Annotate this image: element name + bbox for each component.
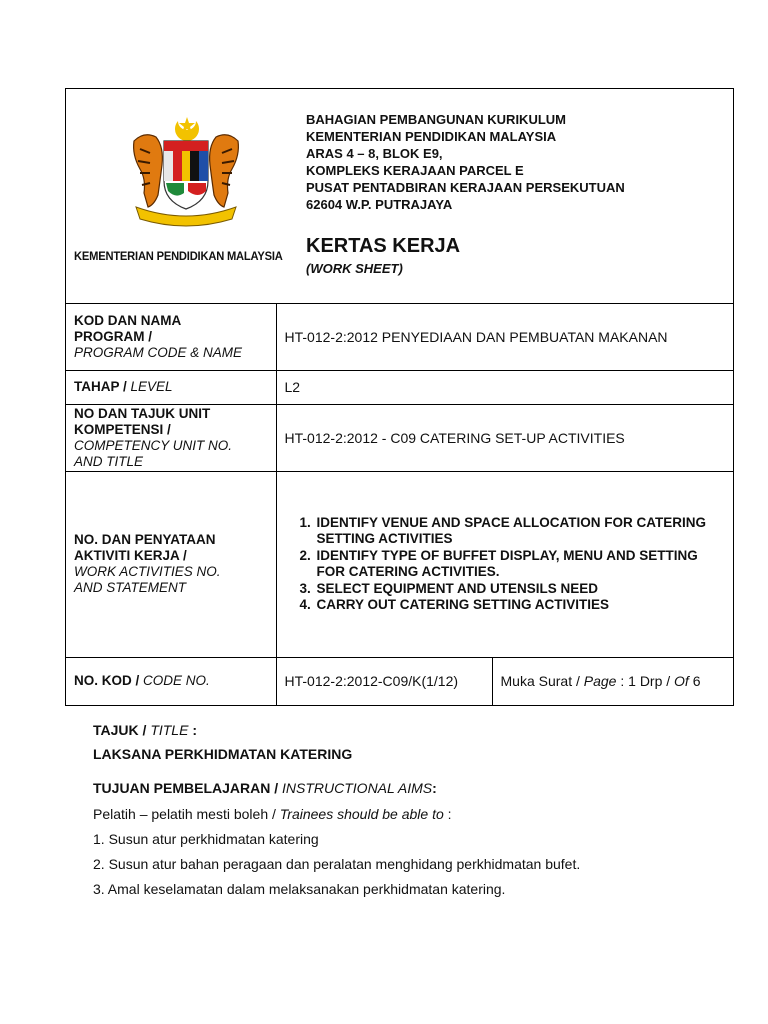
aims-colon: : (432, 780, 437, 796)
intro-en: Trainees should be able to (279, 806, 444, 822)
page-of-label: Of (674, 673, 689, 690)
aim-item: 2. Susun atur bahan peragaan dan peralatan menghidang perkhidmatan bufet. (93, 856, 581, 872)
activity-item: 2. IDENTIFY TYPE OF BUFFET DISPLAY, MENU AND SETTING FOR CATERING ACTIVITIES. (315, 548, 714, 581)
level-label-en: LEVEL (130, 379, 173, 394)
aims-label-en: INSTRUCTIONAL AIMS (282, 780, 433, 796)
activities-list-cell (276, 471, 733, 657)
unit-label (66, 404, 276, 471)
activities-list (285, 515, 714, 614)
page-indicator (492, 657, 733, 705)
program-row (66, 304, 733, 370)
code-label-ms: NO. KOD / (74, 673, 140, 689)
activities-label-ms: NO. DAN PENYATAAN (74, 532, 216, 547)
worksheet-frame (65, 88, 734, 706)
code-row (66, 657, 733, 705)
activity-item: 1. IDENTIFY VENUE AND SPACE ALLOCATION FOR CATERING SETTING ACTIVITIES (315, 515, 714, 548)
activities-label (66, 471, 276, 657)
unit-label-en: COMPETENCY UNIT NO. (74, 437, 233, 453)
level-label-ms: TAHAP / (74, 379, 127, 394)
activities-row (66, 471, 733, 657)
page-total: 6 (692, 673, 701, 690)
activity-item: 4. CARRY OUT CATERING SETTING ACTIVITIES (315, 597, 714, 614)
activity-item: 3. SELECT EQUIPMENT AND UTENSILS NEED (315, 581, 714, 598)
intro-colon: : (447, 806, 452, 822)
activities-label-en: AND STATEMENT (74, 580, 187, 595)
aims-label-ms: TUJUAN PEMBELAJARAN / (93, 780, 279, 796)
title-label-ms: TAJUK / (93, 722, 147, 738)
document-subtitle: (WORK SHEET) (306, 261, 403, 276)
page-number: : 1 Drp / (620, 673, 671, 690)
title-colon: : (192, 722, 197, 738)
title-label-line (93, 722, 197, 738)
title-label-en: TITLE (150, 722, 189, 738)
malaysia-coat-of-arms-icon (126, 111, 246, 231)
code-label (66, 657, 276, 705)
program-label-en: PROGRAM CODE & NAME (74, 344, 243, 360)
address-line: KOMPLEKS KERAJAAN PARCEL E (306, 163, 524, 178)
document-title: KERTAS KERJA (306, 235, 461, 257)
address-line: 62604 W.P. PUTRAJAYA (306, 197, 453, 212)
aim-item: 1. Susun atur perkhidmatan katering (93, 831, 319, 847)
program-label-ms: PROGRAM / (74, 328, 153, 344)
program-value: HT-012-2:2012 PENYEDIAAN DAN PEMBUATAN MAKANAN (276, 304, 733, 370)
unit-row (66, 404, 733, 471)
aims-intro (93, 806, 452, 822)
level-label (66, 370, 276, 404)
intro-ms: Pelatih – pelatih mesti boleh / (93, 806, 276, 822)
code-label-en: CODE NO. (143, 673, 210, 689)
program-label-ms: KOD DAN NAMA (74, 312, 182, 328)
address-block (306, 111, 625, 213)
aim-item: 3. Amal keselamatan dalam melaksanakan perkhidmatan katering. (93, 881, 506, 897)
unit-label-ms: KOMPETENSI / (74, 421, 171, 437)
activities-label-ms: AKTIVITI KERJA / (74, 548, 187, 563)
level-row (66, 370, 733, 404)
unit-label-ms: NO DAN TAJUK UNIT (74, 405, 211, 421)
level-value: L2 (276, 370, 733, 404)
code-value: HT-012-2:2012-C09/K(1/12) (276, 657, 492, 705)
page-label-ms: Muka Surat / (500, 673, 580, 690)
unit-label-en: AND TITLE (74, 453, 144, 469)
address-line: BAHAGIAN PEMBANGUNAN KURIKULUM (306, 112, 566, 127)
document-header (66, 89, 733, 304)
activities-label-en: WORK ACTIVITIES NO. (74, 564, 221, 579)
program-label (66, 304, 276, 370)
address-line: ARAS 4 – 8, BLOK E9, (306, 146, 443, 161)
info-table (66, 304, 733, 705)
aims-label-line (93, 780, 437, 796)
address-line: PUSAT PENTADBIRAN KERAJAAN PERSEKUTUAN (306, 180, 625, 195)
ministry-label: KEMENTERIAN PENDIDIKAN MALAYSIA (74, 251, 283, 263)
title-value: LAKSANA PERKHIDMATAN KATERING (93, 746, 353, 762)
address-line: KEMENTERIAN PENDIDIKAN MALAYSIA (306, 129, 557, 144)
page-label-en: Page (583, 673, 617, 690)
unit-value: HT-012-2:2012 - C09 CATERING SET-UP ACTIVITIES (276, 404, 733, 471)
